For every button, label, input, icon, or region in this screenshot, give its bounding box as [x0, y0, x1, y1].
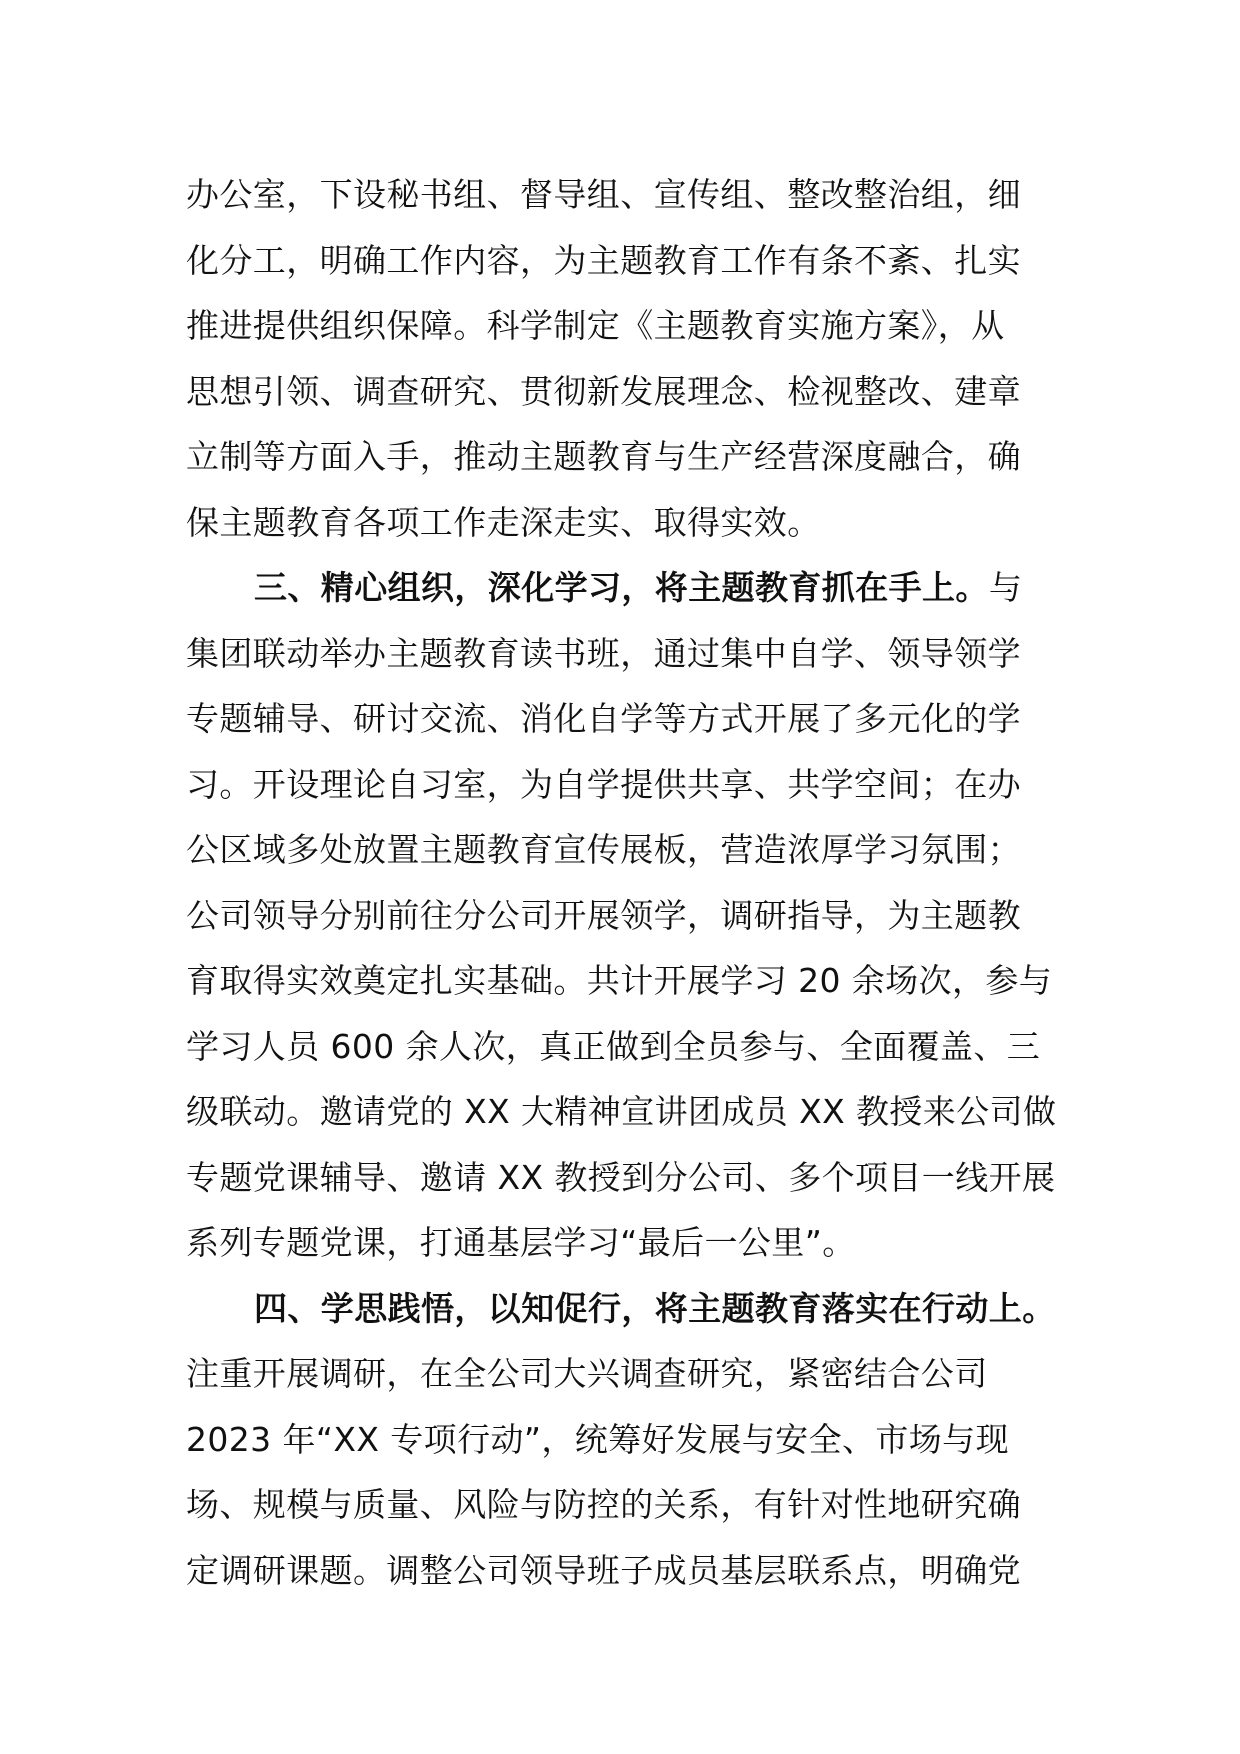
- section-4-heading: 四、学思践悟，以知促行，将主题教育落实在行动上。: [254, 1288, 1056, 1328]
- body-line-11: 公司领导分别前往分公司开展领学，调研指导，为主题教: [186, 895, 1021, 935]
- body-line-5: 立制等方面入手，推动主题教育与生产经营深度融合，确: [186, 437, 1021, 476]
- body-line-4: 思想引领、调查研究、贯彻新发展理念、检视整改、建章: [186, 371, 1021, 411]
- body-line-19: 场、规模与质量、风险与防控的关系，有针对性地研究确: [186, 1485, 1021, 1524]
- body-line-14: 级联动。邀请党的 XX 大精神宣讲团成员 XX 教授来公司做: [186, 1092, 1057, 1131]
- section-3-first-line: [186, 555, 1076, 621]
- body-line-12: 育取得实效奠定扎实基础。共计开展学习 20 余场次，参与: [186, 961, 1053, 1000]
- body-line-9: 习。开设理论自习室，为自学提供共享、共学空间；在办: [186, 764, 1021, 804]
- body-line-20: 定调研课题。调整公司领导班子成员基层联系点，明确党: [186, 1550, 1021, 1590]
- body-line-8: 专题辅导、研讨交流、消化自学等方式开展了多元化的学: [186, 699, 1021, 738]
- section-3-heading: 三、精心组织，深化学习，将主题教育抓在手上。: [254, 568, 989, 607]
- body-line-15: 专题党课辅导、邀请 XX 教授到分公司、多个项目一线开展: [186, 1157, 1056, 1197]
- body-line-16: 系列专题党课，打通基层学习“最后一公里”。: [186, 1223, 856, 1262]
- body-line-6: 保主题教育各项工作走深走实、取得实效。: [186, 502, 821, 542]
- body-line-18: 2023 年“XX 专项行动”，统筹好发展与安全、市场与现: [186, 1419, 1009, 1459]
- body-line-10: 公区域多处放置主题教育宣传展板，营造浓厚学习氛围；: [186, 830, 1021, 869]
- body-line-13: 学习人员 600 余人次，真正做到全员参与、全面覆盖、三: [186, 1026, 1041, 1066]
- document-body: [186, 162, 1076, 1603]
- body-line-17: 注重开展调研，在全公司大兴调查研究，紧密结合公司: [186, 1354, 988, 1393]
- body-line-3: 推进提供组织保障。科学制定《主题教育实施方案》，从: [186, 306, 1005, 345]
- section-3-lead-text: 与: [988, 568, 1023, 607]
- body-line-2: 化分工，明确工作内容，为主题教育工作有条不紊、扎实: [186, 240, 1021, 280]
- body-line-1: 办公室，下设秘书组、督导组、宣传组、整改整治组，细: [186, 175, 1021, 214]
- body-line-7: 集团联动举办主题教育读书班，通过集中自学、领导领学: [186, 633, 1021, 673]
